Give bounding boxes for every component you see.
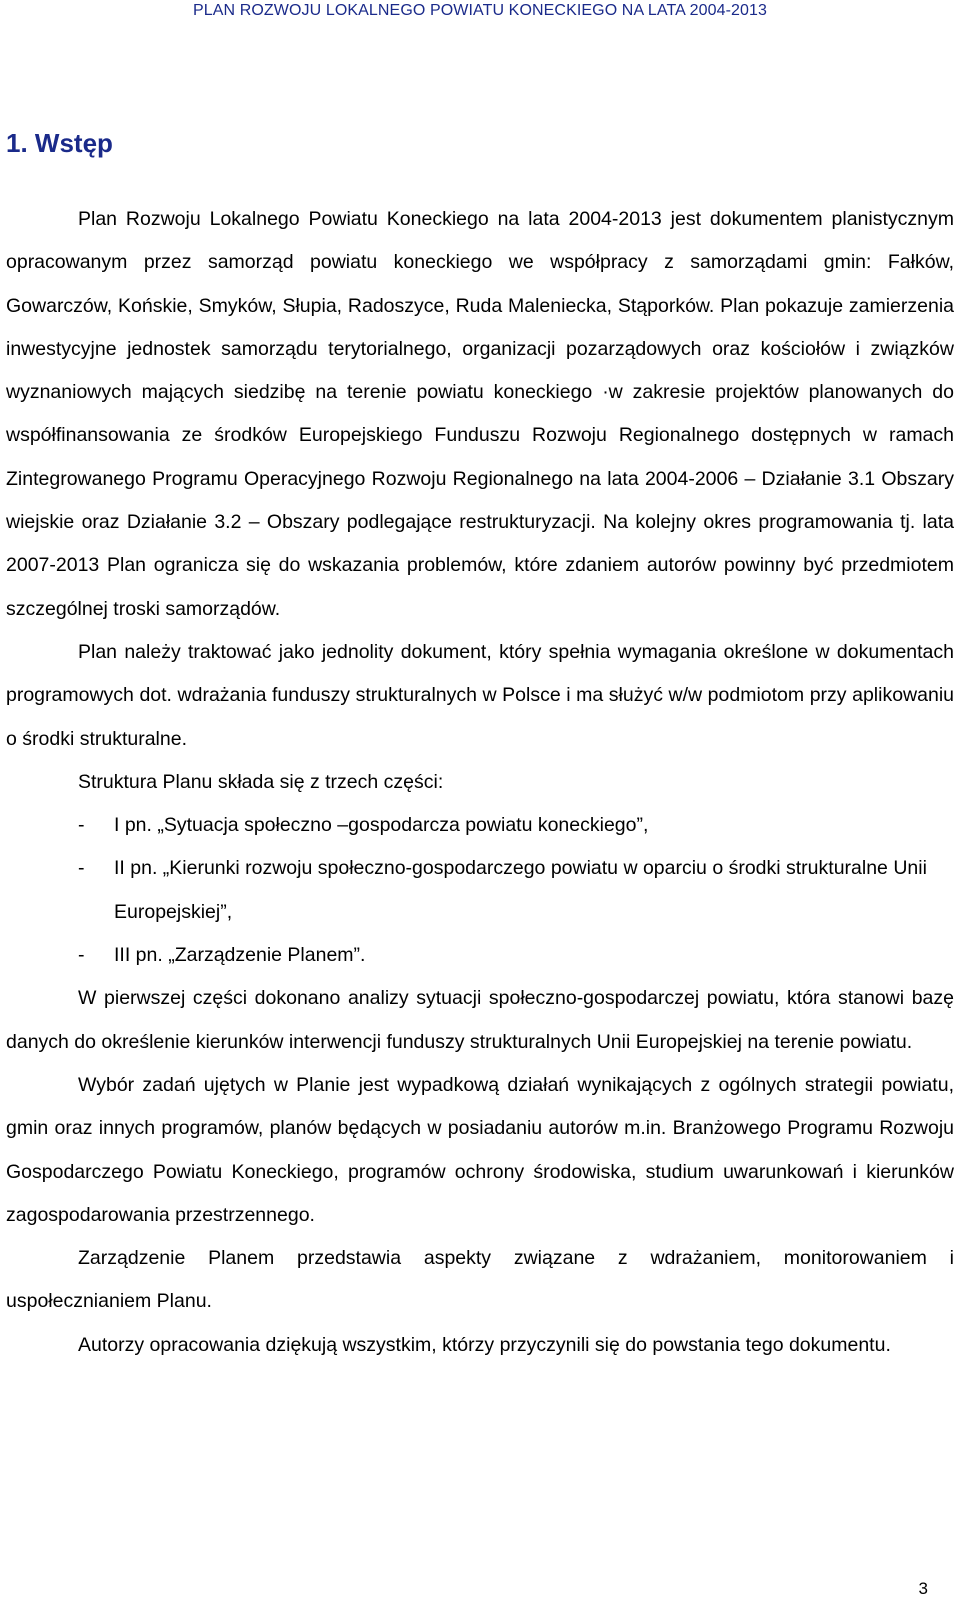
section-title: 1. Wstęp [6, 128, 113, 158]
list-dash: - [78, 814, 85, 837]
list-item [6, 804, 954, 847]
paragraph-plan-management: Zarządzenie Planem przedstawia aspekty związane z wdrażaniem, monitorowaniem i uspołecznianiem Planu. [6, 1247, 954, 1313]
running-header: PLAN ROZWOJU LOKALNEGO POWIATU KONECKIEGO NA LATA 2004-2013 [192, 2, 768, 19]
list-dash: - [78, 857, 85, 880]
paragraph-introduction: Plan Rozwoju Lokalnego Powiatu Koneckiego na lata 2004-2013 jest dokumentem planistycznym opracowanym przez samorząd powiatu koneckiego we współpracy z samorządami gmin: Fałków, Gowarczów, Końskie, Smyków, Słupia, Radoszyce, Ruda Maleniecka, Stąporków. Plan pokazuje zamierzenia inwestycyjne jednostek samorządu terytorialnego, organizacji pozarządowych oraz kościołów i związków wyznaniowych mających siedzibę na terenie powiatu koneckiego ·w zakresie projektów planowanych do współfinansowania ze środków Europejskiego Funduszu Rozwoju Regionalnego dostępnych w ramach Zintegrowanego Programu Operacyjnego Rozwoju Regionalnego na lata 2004-2006 – Działanie 3.1 Obszary wiejskie oraz Działanie 3.2 – Obszary podlegające restrukturyzacji. Na kolejny okres programowania tj. lata 2007-2013 Plan ogranicza się do wskazania problemów, które zdaniem autorów powinny być przedmiotem szczególnej troski samorządów. [6, 208, 954, 620]
plan-parts-list [6, 804, 954, 977]
list-item-text: I pn. „Sytuacja społeczno –gospodarcza powiatu koneckiego”, [114, 814, 649, 837]
list-item-text: II pn. „Kierunki rozwoju społeczno-gospodarczego powiatu w oparciu o środki strukturalne Unii Europejskiej”, [114, 857, 927, 923]
paragraph-part-one: W pierwszej części dokonano analizy sytuacji społeczno-gospodarczej powiatu, która stanowi bazę danych do określenie kierunków interwencji funduszy strukturalnych Unii Europejskiej na terenie powiatu. [6, 987, 954, 1053]
list-item [6, 847, 954, 934]
list-item-text: III pn. „Zarządzenie Planem”. [114, 944, 366, 967]
document-body [6, 198, 954, 1367]
page-number: 3 [918, 1579, 928, 1598]
paragraph-plan-structure: Struktura Planu składa się z trzech części: [78, 770, 444, 793]
list-item [6, 934, 954, 977]
list-dash: - [78, 944, 85, 967]
paragraph-task-selection: Wybór zadań ujętych w Planie jest wypadkową działań wynikających z ogólnych strategii powiatu, gmin oraz innych programów, planów będących w posiadaniu autorów m.in. Branżowego Programu Rozwoju Gospodarczego Powiatu Koneckiego, programów ochrony środowiska, studium uwarunkowań i kierunków zagospodarowania przestrzennego. [6, 1073, 954, 1226]
paragraph-plan-scope: Plan należy traktować jako jednolity dokument, który spełnia wymagania określone w dokumentach programowych dot. wdrażania funduszy strukturalnych w Polsce i ma służyć w/w podmiotom przy aplikowaniu o środki strukturalne. [6, 640, 954, 750]
paragraph-acknowledgements: Autorzy opracowania dziękują wszystkim, którzy przyczynili się do powstania tego dokumentu. [78, 1333, 891, 1356]
